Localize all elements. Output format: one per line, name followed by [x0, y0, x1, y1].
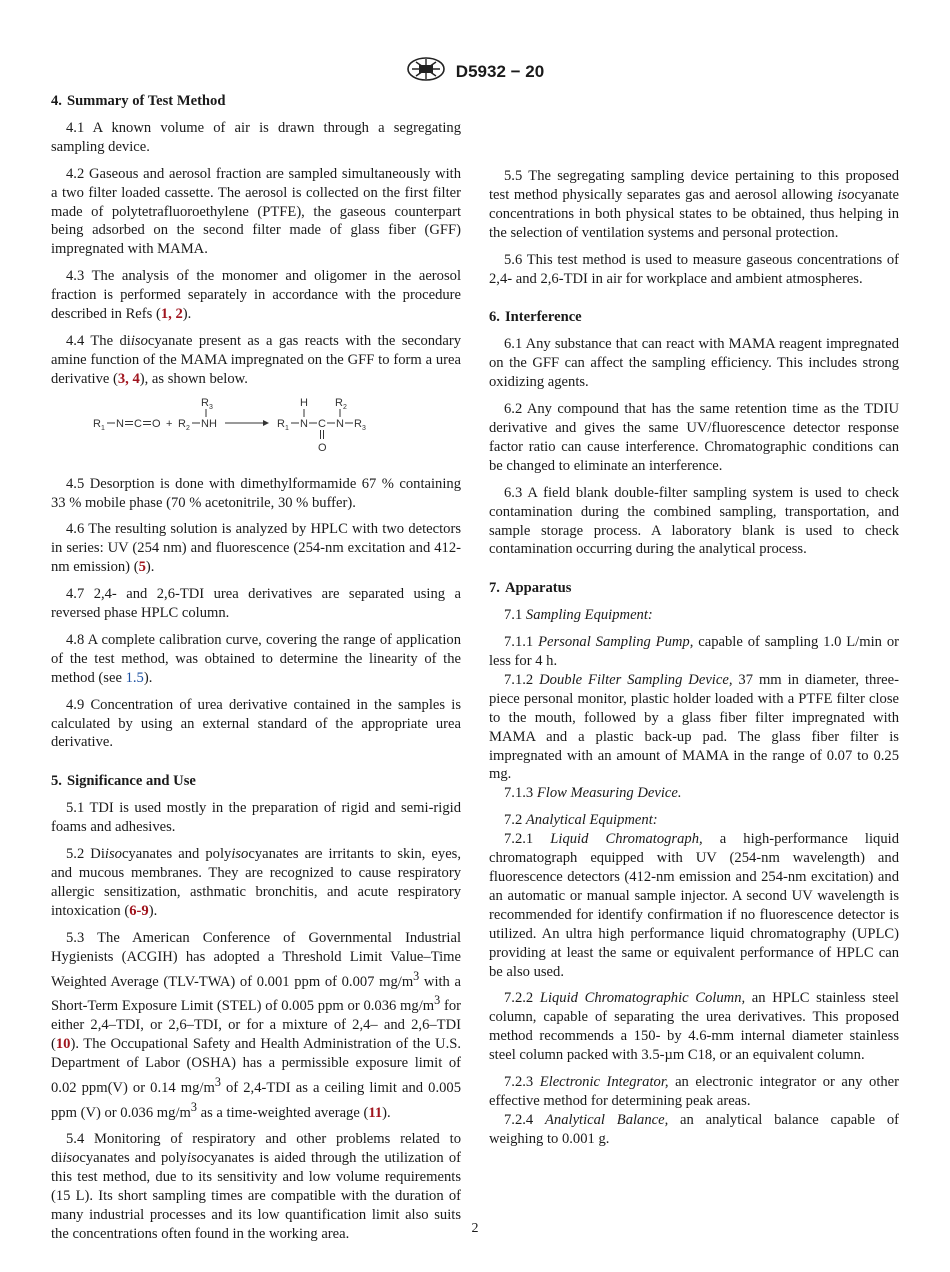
- svg-text:3: 3: [362, 424, 366, 432]
- para-4-2: 4.2 Gaseous and aerosol fraction are sampled simultaneously with a two filter loaded cassette. The aerosol is collected on the first filter made of polytetrafluoroethylene (PTFE), the gaseous counterpart being adsorbed on the second filter made of glass fiber (GFF) impregnated with MAMA.: [51, 165, 461, 258]
- section-5-heading: 5. Significance and Use: [51, 773, 196, 790]
- para-7-2-2: 7.2.2 Liquid Chromatographic Column, an HPLC stainless steel column, capable of separating the urea derivatives. This proposed method recommends a 150- by 4.6-mm internal diameter stainless steel column packed with 3.5-µm C18, or an equivalent column.: [489, 990, 899, 1064]
- svg-text:NH: NH: [201, 417, 217, 430]
- para-4-7: 4.7 2,4- and 2,6-TDI urea derivatives are separated using a reversed phase HPLC column.: [51, 586, 461, 622]
- ref-link[interactable]: 6-9: [129, 902, 149, 919]
- ref-link[interactable]: 3,: [117, 370, 129, 387]
- svg-text:C: C: [134, 417, 142, 430]
- para-4-4: 4.4 The diisocyanate present as a gas reacts with the secondary amine function of the MAMA impregnated on the GFF to form a urea derivative (3, 4), as shown below.: [51, 332, 461, 387]
- ref-link[interactable]: 4: [132, 370, 140, 387]
- svg-text:R: R: [277, 417, 285, 430]
- para-4-3: 4.3 The analysis of the monomer and oligomer in the aerosol fraction is performed separately in accordance with the procedure described in Refs (1, 2).: [51, 268, 461, 323]
- ref-link[interactable]: 11: [368, 1104, 383, 1121]
- svg-text:R: R: [201, 396, 209, 409]
- designation: D5932 − 20: [455, 61, 545, 81]
- svg-text:1: 1: [285, 424, 289, 432]
- svg-text:N: N: [336, 417, 344, 430]
- svg-text:3: 3: [209, 403, 213, 411]
- svg-text:N: N: [300, 417, 308, 430]
- para-7-2-4: 7.2.4 Analytical Balance, an analytical balance capable of weighing to 0.001 g.: [489, 1111, 900, 1147]
- svg-text:C: C: [318, 417, 326, 430]
- svg-text:O: O: [318, 441, 327, 454]
- para-4-1: 4.1 A known volume of air is drawn through a segregating sampling device.: [51, 119, 461, 155]
- section-xref-link[interactable]: 1.5: [125, 669, 144, 686]
- para-5-5: 5.5 The segregating sampling device pertaining to this proposed test method physically separates gas and aerosol allowing isocyanate concentrations in both physical states to be obtained, thus helping in the selection of ventilation systems and personal protection.: [489, 168, 899, 241]
- svg-text:H: H: [300, 396, 308, 409]
- ref-link[interactable]: 2: [175, 306, 183, 323]
- svg-text:1: 1: [101, 424, 105, 432]
- chem-r1: R: [93, 417, 101, 430]
- ref-link[interactable]: 1,: [160, 306, 172, 323]
- section-4-heading: 4. Summary of Test Method: [51, 93, 226, 109]
- para-7-2: 7.2 Analytical Equipment:: [504, 812, 658, 829]
- para-5-6: 5.6 This test method is used to measure gaseous concentrations of 2,4- and 2,6-TDI in air for workplace and ambient atmospheres.: [489, 251, 899, 287]
- svg-text:2: 2: [186, 424, 190, 432]
- para-5-4: 5.4 Monitoring of respiratory and other problems related to diisocyanates and polyisocyanates is aided through the utilization of this test method, due to its sensitivity and low volume requirements (15 L). Its short sampling times are compatible with the duration of many industrial processes and its low quantification limit also suits the concentrations often found in the working area.: [51, 1131, 461, 1242]
- ref-link[interactable]: 10: [55, 1035, 71, 1052]
- svg-text:N: N: [116, 417, 124, 430]
- para-6-1: 6.1 Any substance that can react with MAMA reagent impregnated on the GFF can affect the sampling efficiency. This includes strong oxidizing agents.: [489, 336, 899, 391]
- para-4-8: 4.8 A complete calibration curve, covering the range of application of the test method, was obtained to determine the linearity of the method (see 1.5).: [51, 631, 461, 686]
- left-column: [51, 92, 461, 1244]
- para-7-2-1: 7.2.1 Liquid Chromatograph, a high-performance liquid chromatograph equipped with UV (254-nm wavelength) and fluorescence detectors (412-nm emission and 254-nm excitation) and an automatic or manual sample injector. A second UV wavelength is recommended for identify confirmation if no fluorescence detector is utilized. An ultra high performance liquid chromatography (UPLC) providing at least the same or equivalent performance of HPLC can be also used.: [489, 831, 899, 980]
- para-7-1-1: 7.1.1 Personal Sampling Pump, capable of sampling 1.0 L/min or less for 4 h.: [489, 634, 899, 670]
- svg-text:R: R: [335, 396, 343, 409]
- svg-text:R: R: [354, 417, 362, 430]
- para-5-3: 5.3 The American Conference of Governmental Industrial Hygienists (ACGIH) has adopted a Threshold Limit Value–Time Weighted Average (TLV-TWA) of 0.001 ppm of 0.007 $mg/m^3$ with a Short-Term Exposure Limit (STEL) of 0.005 ppm or 0.036 $mg/m^3$ for either 2,4–TDI, or 2,6–TDI, or for a mixture of 2,4– and 2,6–TDI (10). The Occupational Safety and Health Administration of the U.S. Department of Labor (OSHA) has a permissible exposure limit of 0.02 ppm(V) or 0.14 $mg/m^3$ of 2,4-TDI as a ceiling limit and 0.005 ppm (V) or 0.036 $mg/m^3$ as a time-weighted average (11).: [51, 929, 461, 1121]
- section-6-heading: 6. Interference: [489, 309, 582, 326]
- page-header: [0, 56, 950, 87]
- right-column: [489, 92, 899, 1157]
- svg-text:O: O: [152, 417, 161, 430]
- para-4-6: 4.6 The resulting solution is analyzed by HPLC with two detectors in series: UV (254 nm) and fluorescence (254-nm excitation and 412-nm emission) (5).: [51, 521, 461, 576]
- para-5-2: 5.2 Diisocyanates and polyisocyanates are irritants to skin, eyes, and mucous membranes. They are recognized to cause respiratory allergic sensitization, asthmatic bronchitis, and acute respiratory intoxication (6-9).: [51, 846, 461, 919]
- section-7-heading: 7. Apparatus: [489, 580, 572, 597]
- para-7-1: 7.1 Sampling Equipment:: [504, 607, 653, 624]
- svg-text:R: R: [178, 417, 186, 430]
- para-4-5: 4.5 Desorption is done with dimethylformamide 67 % containing 33 % mobile phase (70 % acetonitrile, 30 % buffer).: [51, 475, 461, 511]
- para-5-1: 5.1 TDI is used mostly in the preparation of rigid and semi-rigid foams and adhesives.: [51, 800, 461, 836]
- svg-text:+: +: [166, 417, 173, 430]
- svg-text:2: 2: [343, 403, 347, 411]
- para-7-1-2: 7.1.2 Double Filter Sampling Device, 37 mm in diameter, three-piece personal monitor, plastic holder loaded with a PTFE filter close to the mouth, followed by a glass fiber filter impregnated with MAMA and a plastic back-up pad. The glass fiber filter is impregnated with an amount of MAMA in the range of 0.07 to 0.25 mg.: [489, 671, 899, 783]
- para-7-2-3: 7.2.3 Electronic Integrator, an electronic integrator or any other effective method for determining peak areas.: [489, 1074, 900, 1109]
- para-4-9: 4.9 Concentration of urea derivative contained in the samples is calculated by using an external standard of the appropriate urea derivative.: [51, 696, 461, 751]
- reaction-scheme: [51, 397, 461, 461]
- para-6-2: 6.2 Any compound that has the same retention time as the TDIU derivative and gives the same UV/fluorescence detector response factor ratio can cause interference. Chromatographic conditions can be changed to eliminate an interference.: [489, 401, 899, 474]
- astm-logo-icon: [406, 56, 446, 87]
- ref-link[interactable]: 5: [138, 559, 146, 576]
- para-7-1-3: 7.1.3 Flow Measuring Device.: [504, 785, 682, 802]
- para-6-3: 6.3 A field blank double-filter sampling system is used to check contamination during the combined sampling, transportation, and sample storage process. A laboratory blank is used to check contamination occurring during the analytical process.: [489, 484, 899, 558]
- page-number: 2: [471, 1221, 479, 1236]
